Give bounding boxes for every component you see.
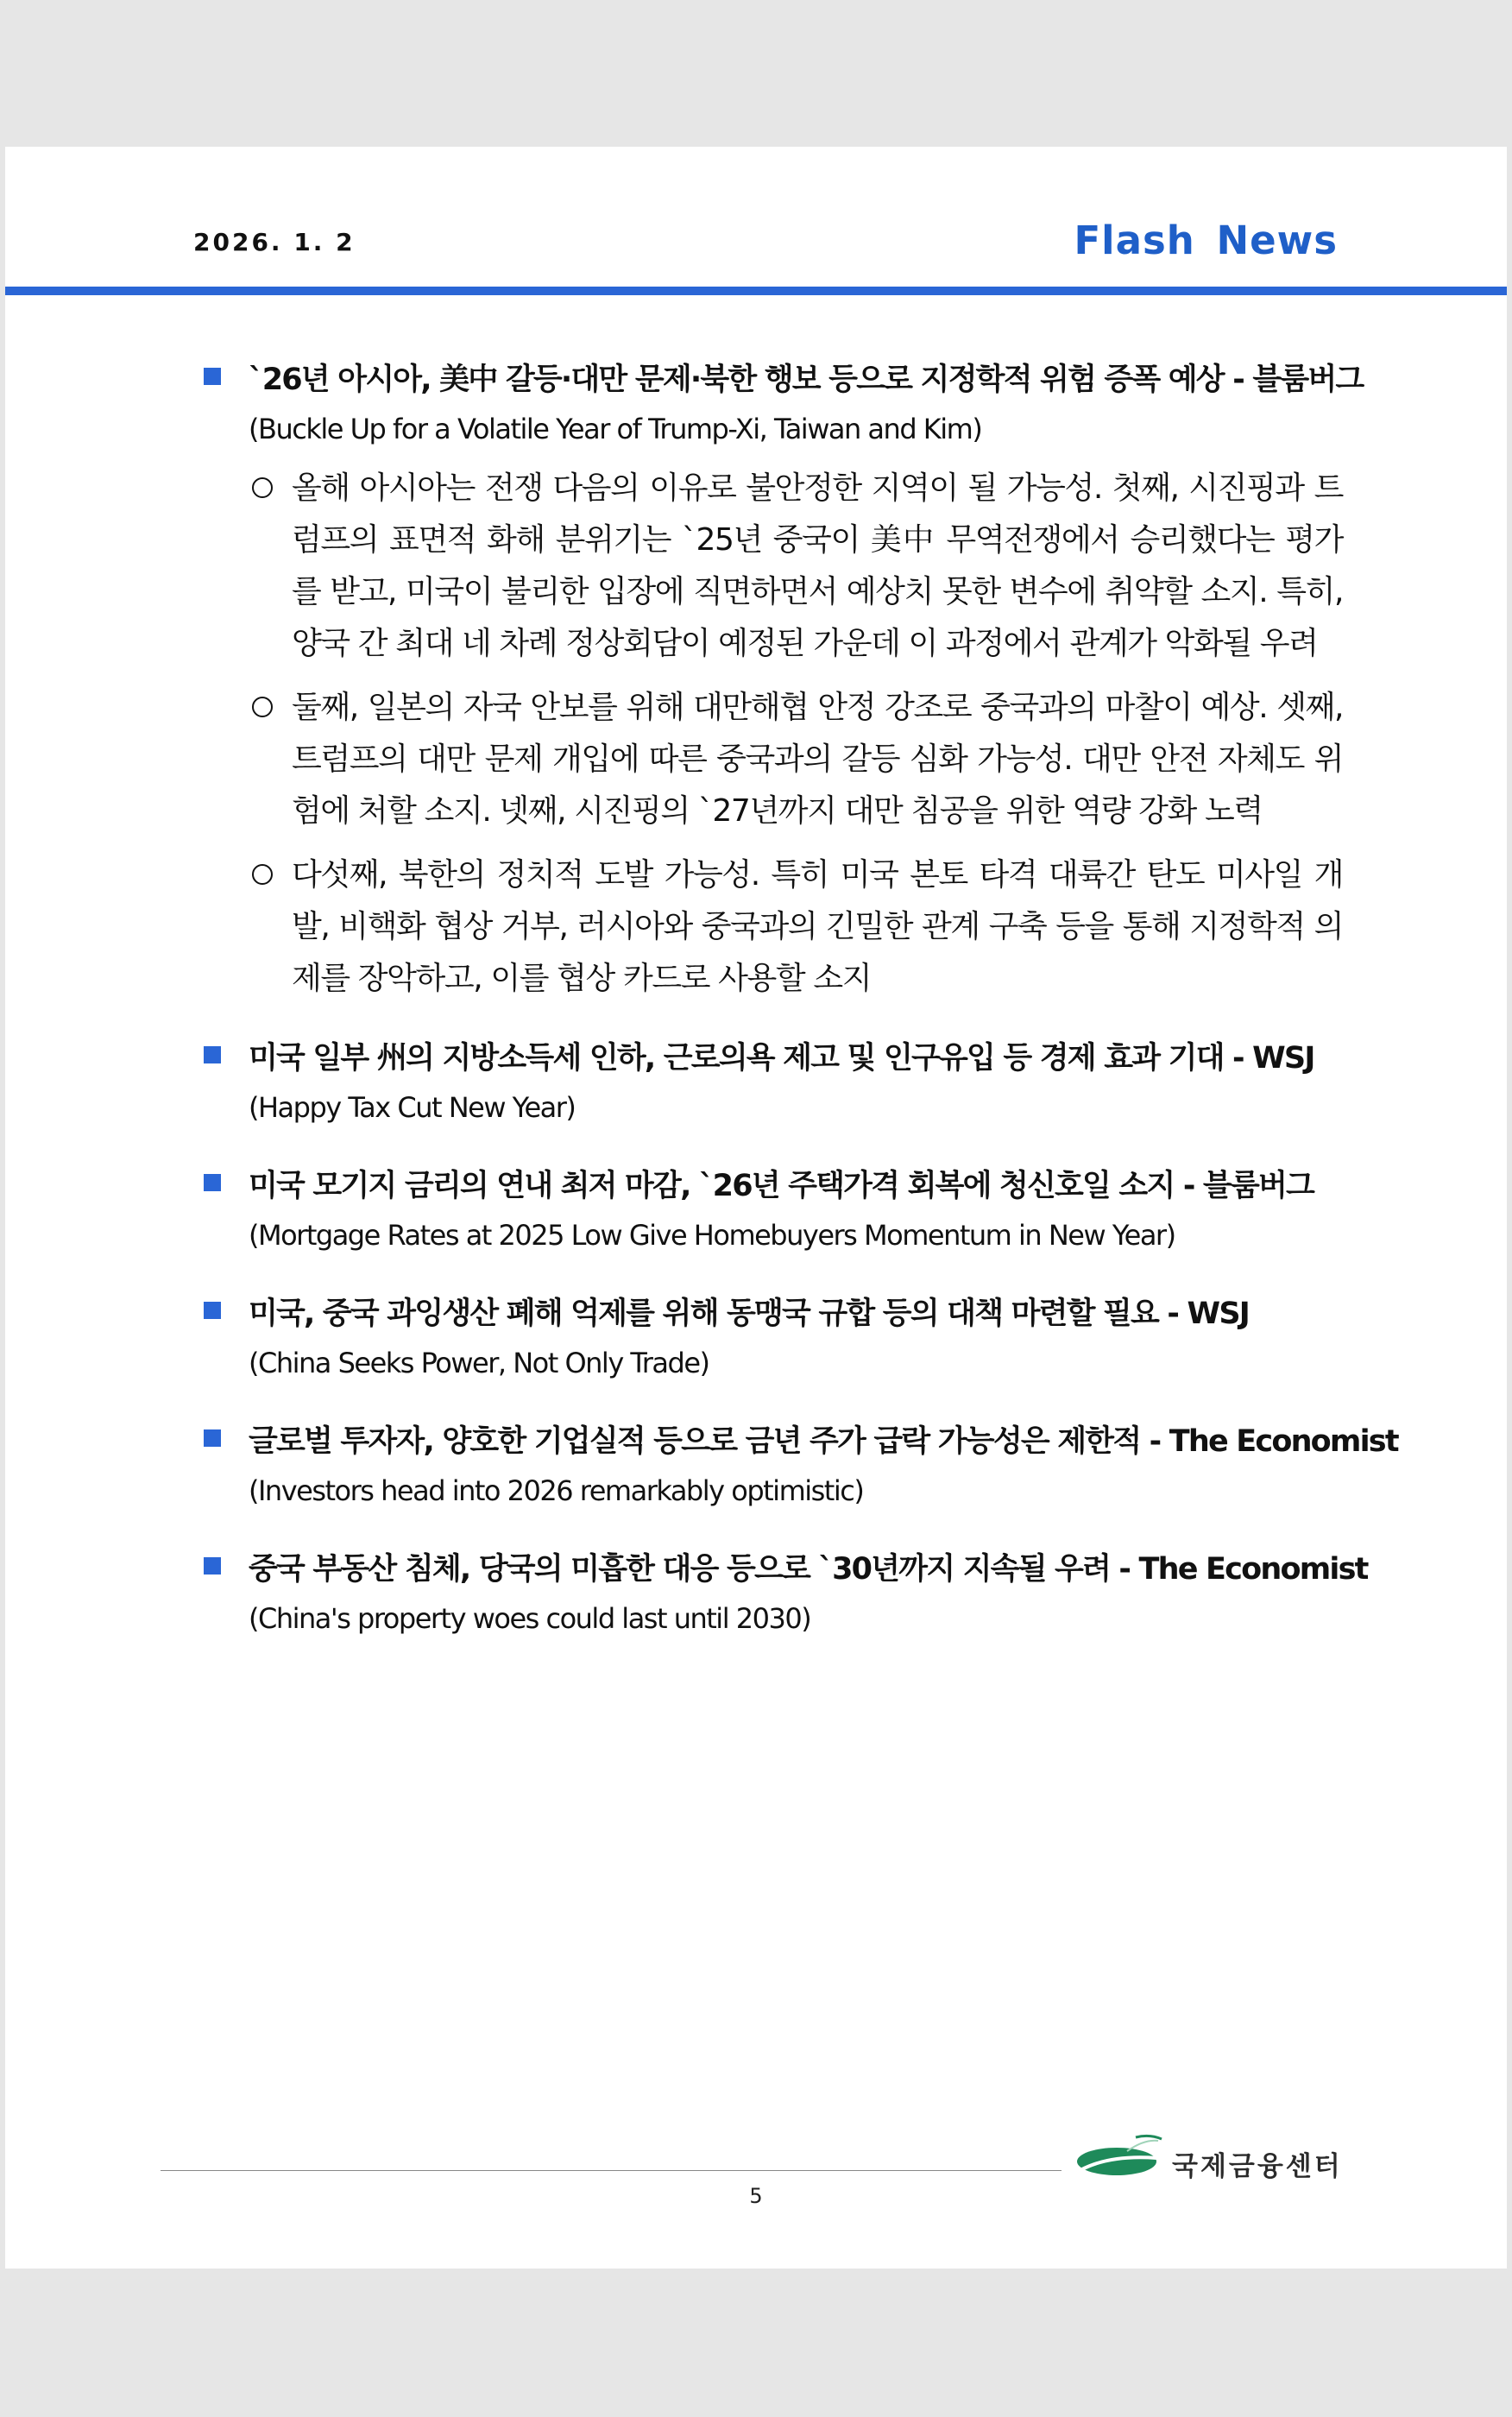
detail-point-text: 둘째, 일본의 자국 안보를 위해 대만해협 안정 강조로 중국과의 마찰이 예상. 셋째, 트럼프의 대만 문제 개입에 따른 중국과의 갈등 심화 가능성. 대만 안전 자체도 위험에 처할 소지. 넷째, 시진핑의 `27년까지 대만 침공을 위한 역량 강화 노력 [292,690,1343,829]
news-headline: 중국 부동산 침체, 당국의 미흡한 대응 등으로 `30년까지 지속될 우려 - The Economist [249,1552,1368,1587]
flash-news-label: Flash News [1074,218,1338,263]
circle-bullet-icon [252,477,273,498]
detail-point-text: 다섯째, 북한의 정치적 도발 가능성. 특히 미국 본토 타격 대륙간 탄도 미사일 개발, 비핵화 협상 거부, 러시아와 중국과의 긴밀한 관계 구축 등을 통해 지정학적 의제를 장악하고, 이를 협상 카드로 사용할 소지 [292,857,1343,996]
document-page [5,147,1507,2269]
square-bullet-icon [204,1046,221,1063]
news-headline: `26년 아시아, 美中 갈등·대만 문제·북한 행보 등으로 지정학적 위험 증폭 예상 - 블룸버그 [249,363,1364,397]
square-bullet-icon [204,1557,221,1575]
footer-divider [161,2170,1062,2171]
news-source-title: (China's property woes could last until 2030) [249,1602,811,1635]
news-headline: 글로벌 투자자, 양호한 기업실적 등으로 금년 주가 급락 가능성은 제한적 - The Economist [249,1424,1398,1459]
detail-point [249,682,1343,837]
news-source-title: (China Seeks Power, Not Only Trade) [249,1347,709,1379]
news-headline: 미국 모기지 금리의 연내 최저 마감, `26년 주택가격 회복에 청신호일 소지 - 블룸버그 [249,1169,1314,1203]
news-list [204,356,1398,1673]
news-headline: 미국, 중국 과잉생산 폐해 억제를 위해 동맹국 규합 등의 대책 마련할 필요 - WSJ [249,1297,1249,1331]
square-bullet-icon [204,1302,221,1319]
news-item [204,1417,1398,1516]
detail-point [249,463,1343,670]
detail-point [249,849,1343,1005]
circle-bullet-icon [252,697,273,717]
square-bullet-icon [204,1174,221,1191]
news-source-title: (Buckle Up for a Volatile Year of Trump-Xi, Taiwan and Kim) [249,413,982,445]
news-item [204,1162,1343,1260]
news-source-title: (Happy Tax Cut New Year) [249,1091,576,1124]
kcif-logo [1075,2132,1360,2184]
page-header [5,147,1507,293]
news-item [204,1545,1368,1644]
news-source-title: (Investors head into 2026 remarkably optimistic) [249,1474,864,1507]
issue-date: 2026. 1. 2 [193,228,356,256]
page-number: 5 [749,2184,763,2208]
kcif-logo-icon [1075,2132,1165,2180]
news-item [204,1034,1343,1133]
header-divider [5,287,1507,295]
news-item [204,356,1364,1005]
news-source-title: (Mortgage Rates at 2025 Low Give Homebuyers Momentum in New Year) [249,1219,1175,1252]
detail-point-text: 올해 아시아는 전쟁 다음의 이유로 불안정한 지역이 될 가능성. 첫째, 시진핑과 트럼프의 표면적 화해 분위기는 `25년 중국이 美中 무역전쟁에서 승리했다는 평가를 받고, 미국이 불리한 입장에 직면하면서 예상치 못한 변수에 취약할 소지. 특히, 양국 간 최대 네 차례 정상회담이 예정된 가운데 이 과정에서 관계가 악화될 우려 [292,470,1343,661]
news-item [204,1290,1343,1388]
kcif-logo-text: 국제금융센터 [1172,2151,1343,2182]
square-bullet-icon [204,1429,221,1447]
square-bullet-icon [204,368,221,385]
circle-bullet-icon [252,864,273,885]
news-headline: 미국 일부 州의 지방소득세 인하, 근로의욕 제고 및 인구유입 등 경제 효과 기대 - WSJ [249,1041,1314,1076]
detail-points [249,463,1343,1005]
